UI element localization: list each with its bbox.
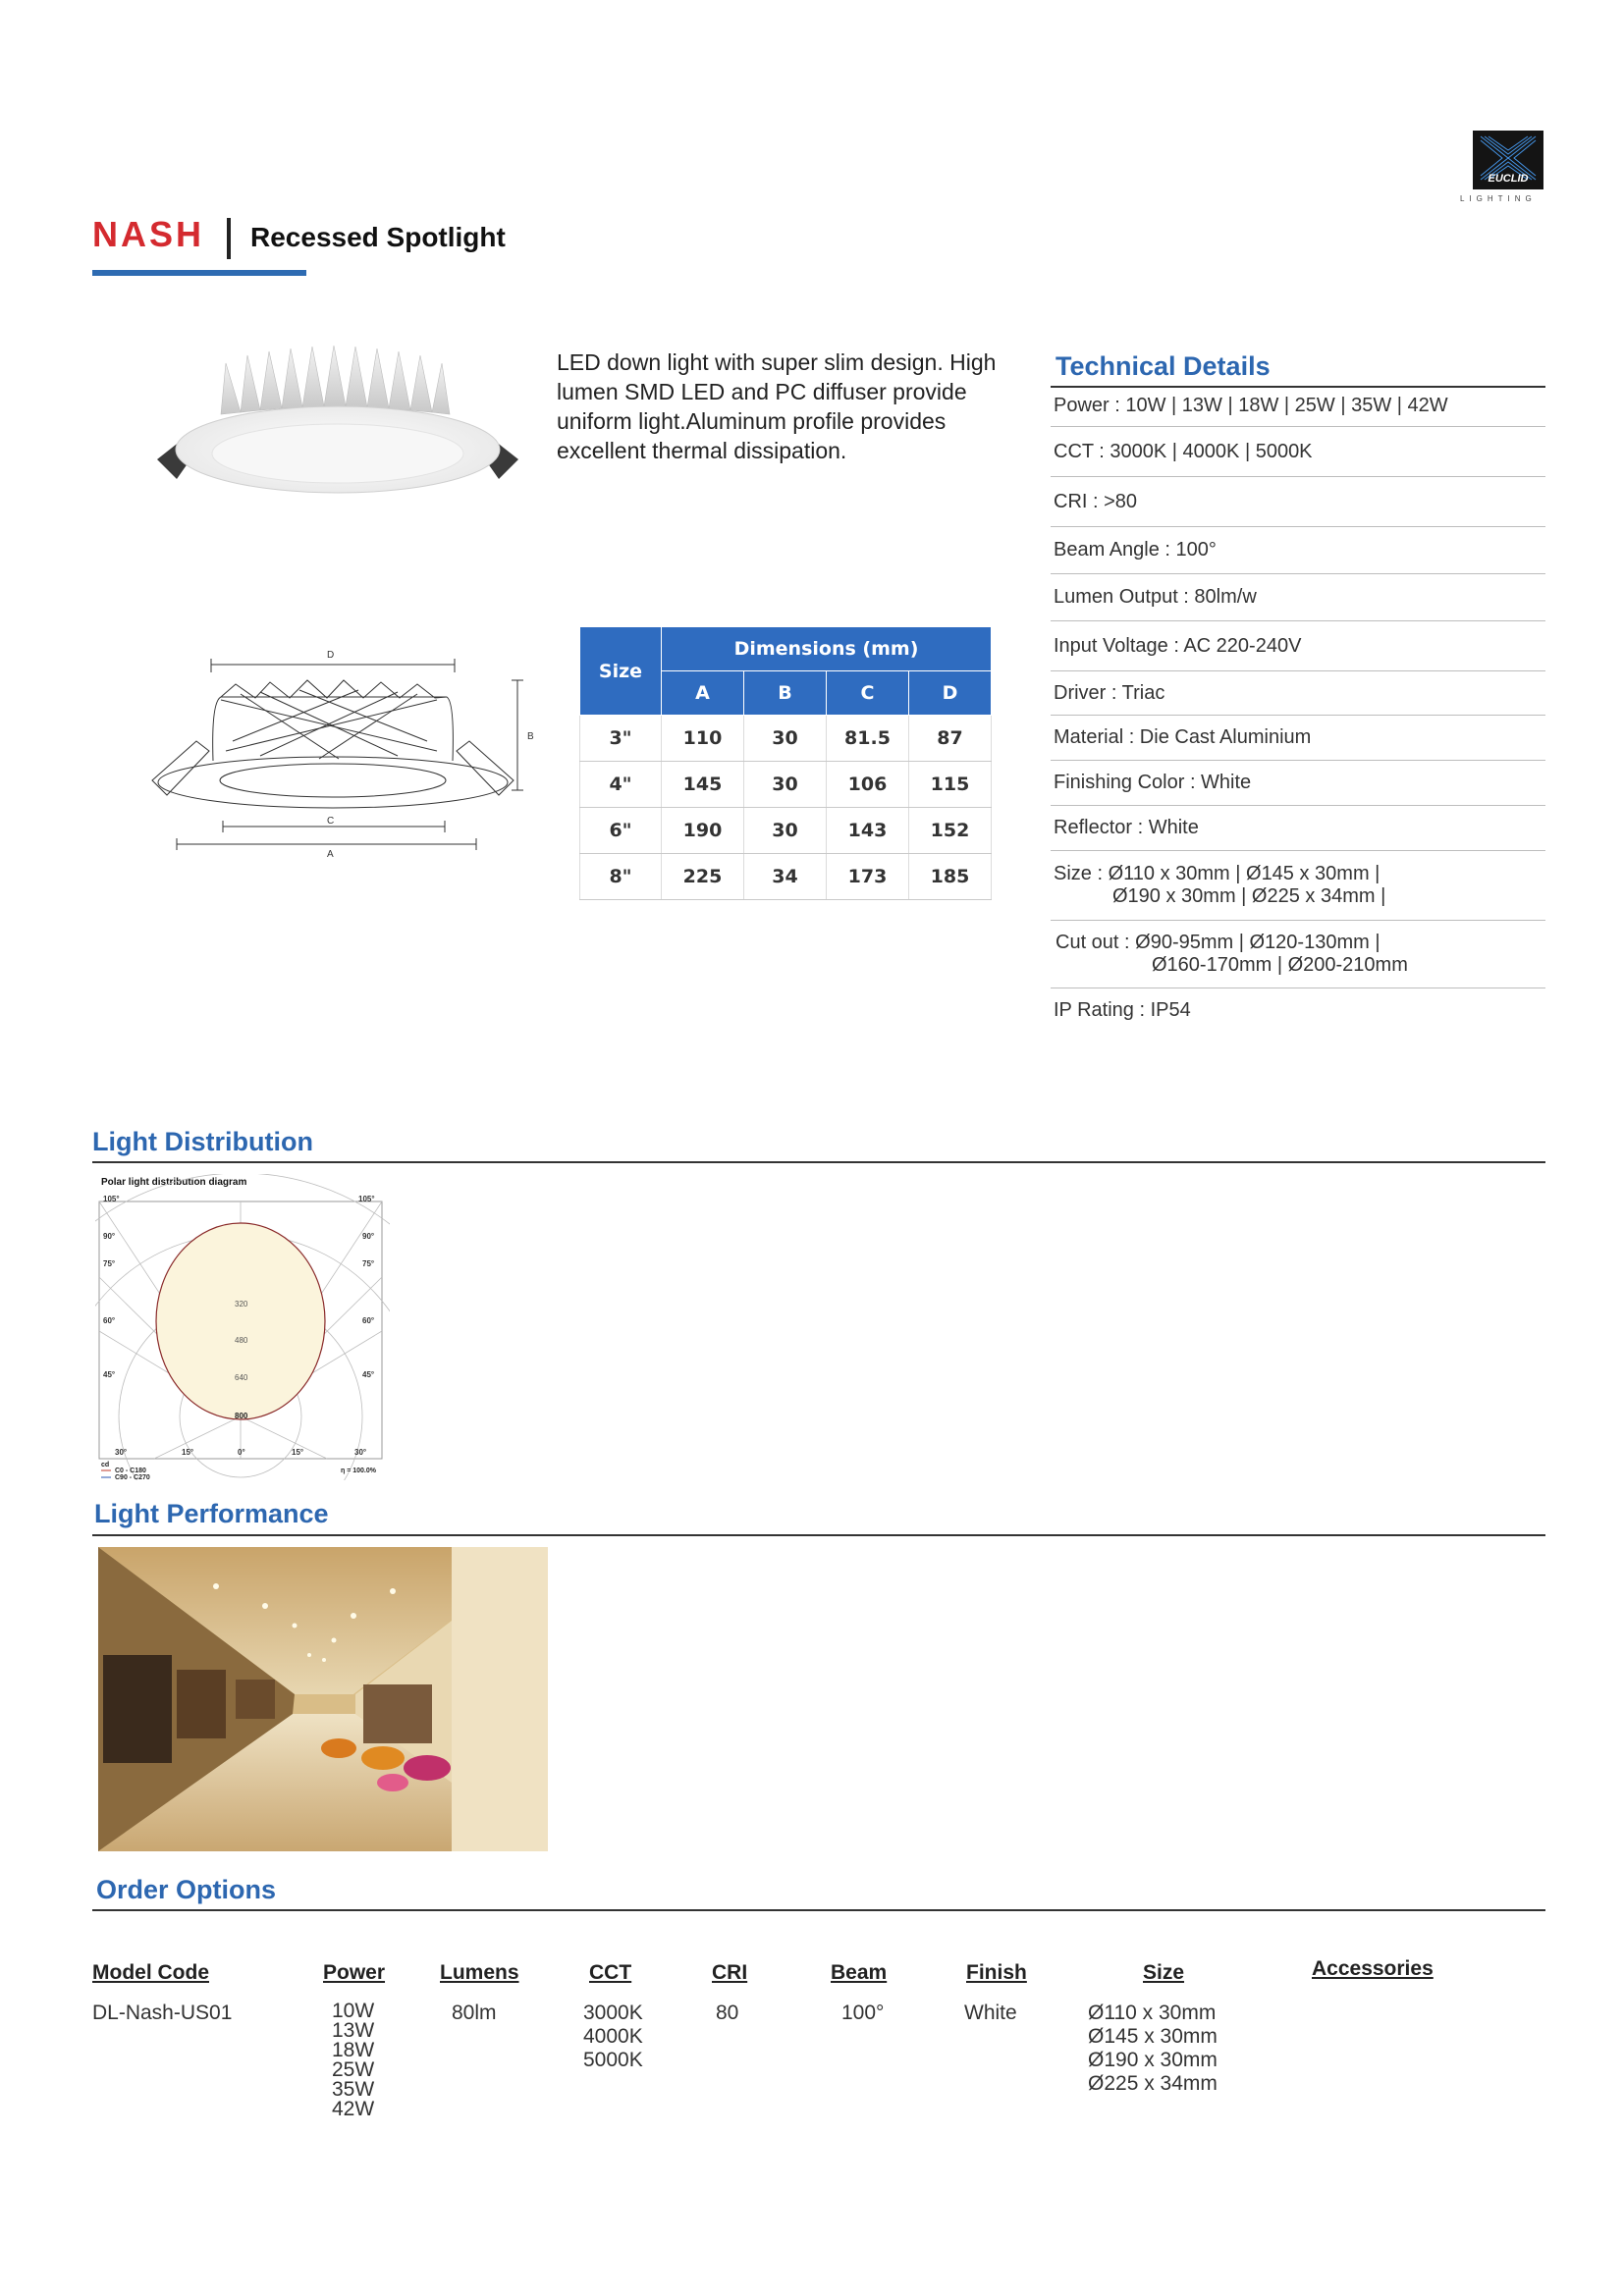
light-performance-title: Light Performance bbox=[94, 1499, 329, 1528]
dimensions-table bbox=[579, 626, 992, 900]
dimension-value-cell: 115 bbox=[909, 762, 992, 808]
order-cct-item: 5000K bbox=[583, 2049, 643, 2071]
spec-text: Driver : Triac bbox=[1054, 681, 1165, 704]
spec-row bbox=[1051, 477, 1545, 527]
dimension-size-cell: 3" bbox=[580, 716, 662, 762]
size-header: Size bbox=[580, 627, 662, 716]
spec-row bbox=[1051, 921, 1545, 988]
title-divider bbox=[227, 218, 231, 259]
order-cri: 80 bbox=[716, 2002, 739, 2024]
spec-text: Lumen Output : 80lm/w bbox=[1054, 586, 1257, 608]
spec-text: Ø190 x 30mm | Ø225 x 34mm | bbox=[1112, 885, 1386, 907]
order-power-item: 18W bbox=[332, 2039, 375, 2061]
ring-value-800: 800 bbox=[235, 1412, 248, 1420]
product-photo bbox=[147, 344, 530, 510]
polar-diagram bbox=[95, 1174, 390, 1480]
polar-diagram-title: Polar light distribution diagram bbox=[101, 1177, 247, 1188]
dimension-value-cell: 110 bbox=[662, 716, 744, 762]
angle-right-45: 45° bbox=[362, 1370, 375, 1379]
spec-text: Input Voltage : AC 220-240V bbox=[1054, 634, 1302, 657]
order-options-rule bbox=[92, 1909, 1545, 1911]
order-size-item: Ø110 x 30mm bbox=[1088, 2002, 1217, 2024]
order-power-list bbox=[332, 2002, 391, 2119]
dimension-value-cell: 30 bbox=[744, 716, 827, 762]
order-finish: White bbox=[964, 2002, 1017, 2024]
dimension-size-cell: 6" bbox=[580, 808, 662, 854]
dimension-row bbox=[580, 716, 992, 762]
polar-efficiency: η = 100.0% bbox=[341, 1468, 376, 1474]
spec-row bbox=[1051, 806, 1545, 851]
order-options-title: Order Options bbox=[96, 1875, 277, 1904]
spec-text: Power : 10W | 13W | 18W | 25W | 35W | 42W bbox=[1054, 394, 1448, 416]
col-header-d: D bbox=[909, 671, 992, 716]
spec-row bbox=[1051, 574, 1545, 621]
order-header-finish: Finish bbox=[966, 1961, 1027, 1984]
angle-left-75: 75° bbox=[103, 1259, 116, 1268]
spec-row bbox=[1051, 621, 1545, 671]
drawing-label-c: C bbox=[327, 816, 335, 827]
angle-right-60: 60° bbox=[362, 1316, 375, 1325]
order-header-lumens: Lumens bbox=[440, 1961, 519, 1984]
angle-bottom-15-left: 15° bbox=[182, 1448, 194, 1457]
order-size-item: Ø190 x 30mm bbox=[1088, 2049, 1218, 2071]
legend-c0-c180: C0 - C180 bbox=[115, 1468, 146, 1474]
order-header-size: Size bbox=[1143, 1961, 1185, 1984]
spec-text: CCT : 3000K | 4000K | 5000K bbox=[1054, 440, 1313, 462]
order-beam: 100° bbox=[841, 2002, 885, 2024]
order-size-item: Ø225 x 34mm bbox=[1088, 2072, 1218, 2095]
order-lumens: 80lm bbox=[452, 2002, 497, 2024]
light-performance-rule bbox=[92, 1534, 1545, 1536]
drawing-label-a: A bbox=[327, 849, 334, 860]
spec-text: Size : Ø110 x 30mm | Ø145 x 30mm | bbox=[1054, 863, 1380, 884]
spec-text: Ø160-170mm | Ø200-210mm bbox=[1152, 954, 1408, 976]
angle-left-60: 60° bbox=[103, 1316, 116, 1325]
angle-left-105: 105° bbox=[103, 1195, 120, 1203]
angle-right-75: 75° bbox=[362, 1259, 375, 1268]
order-header-beam: Beam bbox=[831, 1961, 888, 1984]
dimension-value-cell: 34 bbox=[744, 854, 827, 900]
spec-row bbox=[1051, 851, 1545, 921]
polar-unit: cd bbox=[101, 1462, 110, 1468]
angle-bottom-30-right: 30° bbox=[354, 1448, 367, 1457]
dimension-value-cell: 87 bbox=[909, 716, 992, 762]
dimension-value-cell: 152 bbox=[909, 808, 992, 854]
order-power-item: 10W bbox=[332, 2000, 375, 2022]
order-header-cri: CRI bbox=[712, 1961, 748, 1984]
dimension-drawing bbox=[142, 643, 535, 864]
angle-right-90: 90° bbox=[362, 1232, 375, 1241]
spec-text: Reflector : White bbox=[1054, 817, 1199, 838]
spec-text: IP Rating : IP54 bbox=[1054, 998, 1191, 1021]
spec-row bbox=[1051, 716, 1545, 761]
angle-left-90: 90° bbox=[103, 1232, 116, 1241]
dimension-row bbox=[580, 808, 992, 854]
dimension-value-cell: 30 bbox=[744, 808, 827, 854]
logo-tagline: LIGHTING bbox=[1460, 194, 1537, 203]
order-header-model-code: Model Code bbox=[92, 1961, 209, 1984]
spec-row bbox=[1051, 527, 1545, 574]
dimension-value-cell: 143 bbox=[827, 808, 909, 854]
order-header-accessories: Accessories bbox=[1312, 1957, 1434, 1980]
order-size-list bbox=[1088, 2002, 1218, 2096]
product-subtitle: Recessed Spotlight bbox=[250, 222, 506, 252]
ring-value-640: 640 bbox=[235, 1373, 248, 1382]
spec-row bbox=[1051, 671, 1545, 716]
order-power-item: 13W bbox=[332, 2019, 375, 2042]
dimension-size-cell: 8" bbox=[580, 854, 662, 900]
dimensions-body bbox=[580, 716, 992, 900]
order-cct-item: 3000K bbox=[583, 2002, 643, 2024]
dimension-value-cell: 185 bbox=[909, 854, 992, 900]
spec-text: Cut out : Ø90-95mm | Ø120-130mm | bbox=[1056, 932, 1380, 953]
order-size-item: Ø145 x 30mm bbox=[1088, 2025, 1218, 2048]
spec-text: Beam Angle : 100° bbox=[1054, 539, 1217, 561]
dimension-row bbox=[580, 854, 992, 900]
ring-value-320: 320 bbox=[235, 1300, 248, 1308]
drawing-label-b: B bbox=[527, 731, 534, 742]
dimension-value-cell: 106 bbox=[827, 762, 909, 808]
col-header-b: B bbox=[744, 671, 827, 716]
order-cct-item: 4000K bbox=[583, 2025, 643, 2048]
order-power-item: 25W bbox=[332, 2058, 375, 2081]
col-header-c: C bbox=[827, 671, 909, 716]
order-power-item: 42W bbox=[332, 2098, 375, 2120]
logo-wordmark: EUCLID bbox=[1488, 173, 1529, 185]
angle-bottom-0: 0° bbox=[238, 1448, 245, 1457]
dimension-value-cell: 225 bbox=[662, 854, 744, 900]
dimension-value-cell: 173 bbox=[827, 854, 909, 900]
light-distribution-rule bbox=[92, 1161, 1545, 1163]
order-header-cct: CCT bbox=[589, 1961, 632, 1984]
technical-details-title: Technical Details bbox=[1056, 351, 1271, 381]
dimensions-header: Dimensions (mm) bbox=[662, 627, 992, 671]
ring-value-480: 480 bbox=[235, 1336, 248, 1345]
dimension-size-cell: 4" bbox=[580, 762, 662, 808]
title-underline bbox=[92, 270, 306, 276]
application-photo bbox=[98, 1547, 548, 1851]
angle-bottom-15-right: 15° bbox=[292, 1448, 304, 1457]
dimension-value-cell: 190 bbox=[662, 808, 744, 854]
angle-bottom-30-left: 30° bbox=[115, 1448, 128, 1457]
spec-text: Material : Die Cast Aluminium bbox=[1054, 726, 1312, 748]
col-header-a: A bbox=[662, 671, 744, 716]
spec-row bbox=[1051, 988, 1545, 1032]
angle-left-45: 45° bbox=[103, 1370, 116, 1379]
light-distribution-title: Light Distribution bbox=[92, 1127, 313, 1156]
product-description: LED down light with super slim design. High lumen SMD LED and PC diffuser provide uniform light.Aluminum profile provides excellent thermal dissipation. bbox=[557, 349, 997, 463]
order-cct-list bbox=[583, 2002, 643, 2072]
order-power-item: 35W bbox=[332, 2078, 375, 2101]
spec-row bbox=[1051, 385, 1545, 427]
dimension-value-cell: 145 bbox=[662, 762, 744, 808]
dimension-value-cell: 30 bbox=[744, 762, 827, 808]
spec-row bbox=[1051, 427, 1545, 477]
legend-c90-c270: C90 - C270 bbox=[115, 1474, 150, 1480]
company-logo bbox=[1473, 131, 1543, 189]
angle-right-105: 105° bbox=[358, 1195, 375, 1203]
order-model-code: DL-Nash-US01 bbox=[92, 2002, 233, 2024]
spec-list bbox=[1051, 385, 1545, 1032]
order-header-power: Power bbox=[323, 1961, 386, 1984]
dimension-row bbox=[580, 762, 992, 808]
spec-row bbox=[1051, 761, 1545, 806]
spec-text: Finishing Color : White bbox=[1054, 772, 1252, 793]
brand-name: NASH bbox=[92, 214, 205, 254]
drawing-label-d: D bbox=[327, 650, 335, 661]
dimension-value-cell: 81.5 bbox=[827, 716, 909, 762]
spec-text: CRI : >80 bbox=[1054, 490, 1138, 512]
